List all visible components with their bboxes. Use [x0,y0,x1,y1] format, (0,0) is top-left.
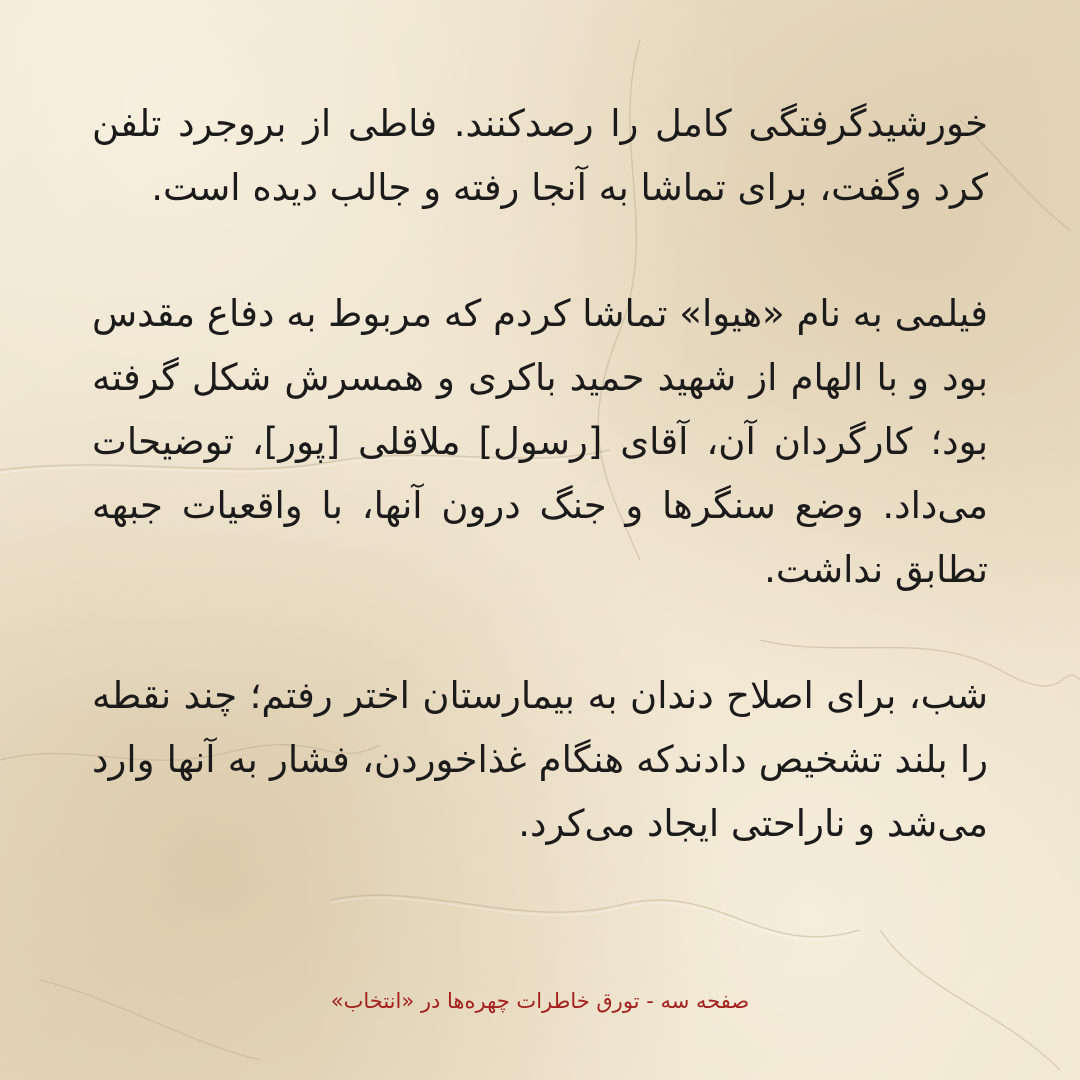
paragraph-solar-eclipse: خورشیدگرفتگی کامل را رصدکنند. فاطی از بروجرد تلفن کرد وگفت، برای تماشا به آنجا رفته و جالب دیده است. [92,102,988,209]
article-body [92,92,988,918]
page-footer-caption: صفحه سه - تورق خاطرات چهره‌ها در «انتخاب» [330,989,750,1013]
paragraph-film-hiva: فیلمی به نام «هیوا» تماشا کردم که مربوط به دفاع مقدس بود و با الهام از شهید حمید باکری و همسرش شکل گرفته بود؛ کارگردان آن، آقای [رسول] ملاقلی [پور]، توضیحات می‌داد. وضع سنگرها و جنگ درون آنها، با واقعیات جبهه تطابق نداشت. [92,292,988,591]
paragraph-dental-visit: شب، برای اصلاح دندان به بیمارستان اختر رفتم؛ چند نقطه را بلند تشخیص دادندکه هنگام غذاخوردن، فشار به آنها وارد می‌شد و ناراحتی ایجاد می‌کرد. [92,674,988,845]
